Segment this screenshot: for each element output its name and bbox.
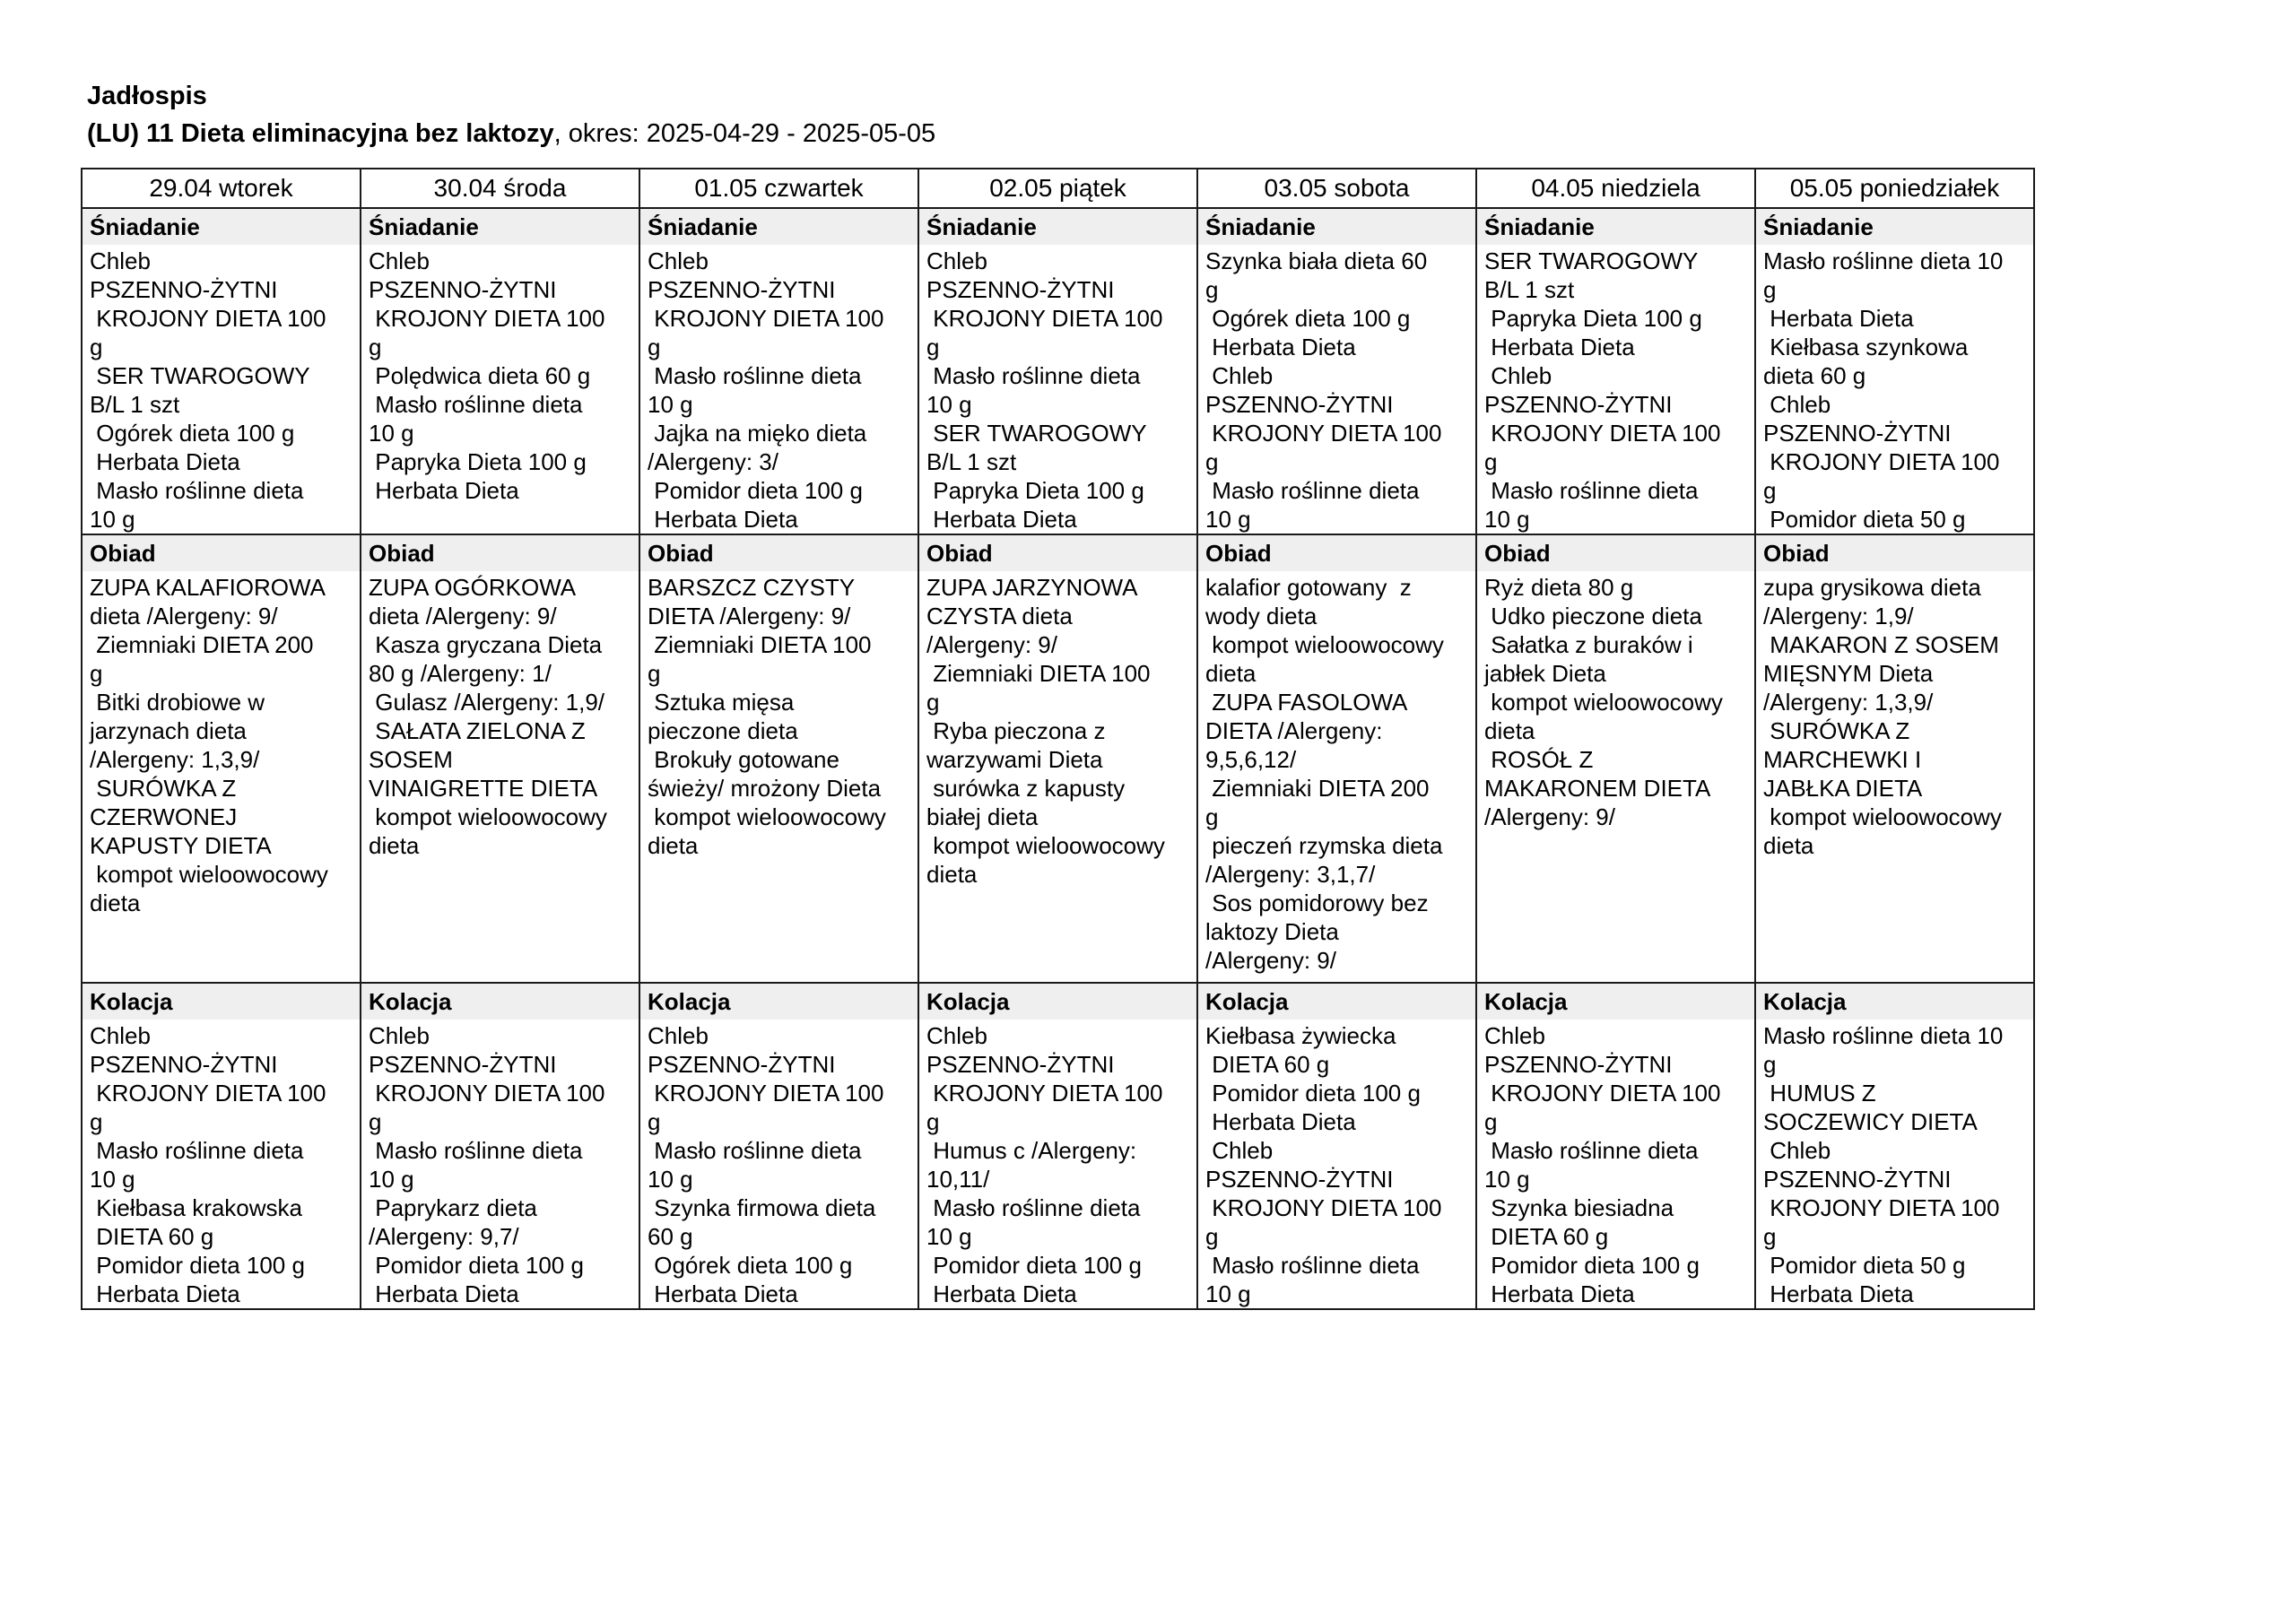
meal-items-text: Chleb PSZENNO-ŻYTNI KROJONY DIETA 100 g Masło roślinne dieta 10 g Jajka na mięko dieta /Alergeny: 3/ Pomidor dieta 100 g Herbata Dieta [648, 247, 884, 533]
period-label: , okres: 2025-04-29 - 2025-05-05 [553, 119, 936, 148]
meal-label: Obiad [1476, 534, 1755, 571]
meal-label: Śniadanie [361, 208, 639, 245]
meal-label: Obiad [639, 534, 918, 571]
meal-items-text: Masło roślinne dieta 10 g Herbata Dieta Kiełbasa szynkowa dieta 60 g Chleb PSZENNO-ŻYTNI KROJONY DIETA 100 g Pomidor dieta 50 g [1763, 247, 2004, 533]
meal-items-text: BARSZCZ CZYSTY DIETA /Alergeny: 9/ Ziemniaki DIETA 100 g Sztuka mięsa pieczone dieta Brokuły gotowane świeży/ mrożony Dieta kompot wieloowocowy dieta [648, 574, 886, 859]
meal-items-cell [1755, 1020, 2034, 1309]
meal-items-cell [82, 571, 361, 983]
meal-label: Obiad [82, 534, 361, 571]
meal-items-row-dinner [82, 1020, 2034, 1309]
meal-items-cell [639, 245, 918, 534]
meal-label: Śniadanie [918, 208, 1197, 245]
meal-label: Kolacja [639, 983, 918, 1020]
meal-items-text: zupa grysikowa dieta /Alergeny: 1,9/ MAKARON Z SOSEM MIĘSNYM Dieta /Alergeny: 1,3,9/ SURÓWKA Z MARCHEWKI I JABŁKA DIETA kompot wieloowocowy dieta [1763, 574, 2002, 859]
meal-items-text: Chleb PSZENNO-ŻYTNI KROJONY DIETA 100 g SER TWAROGOWY B/L 1 szt Ogórek dieta 100 g Herbata Dieta Masło roślinne dieta 10 g [90, 247, 326, 533]
meal-items-cell [639, 1020, 918, 1309]
meal-items-text: kalafior gotowany z wody dieta kompot wieloowocowy dieta ZUPA FASOLOWA DIETA /Alergeny: 9,5,6,12/ Ziemniaki DIETA 200 g pieczeń rzymska dieta /Alergeny: 3,1,7/ Sos pomidorowy bez laktozy Dieta /Alergeny: 9/ [1205, 574, 1444, 974]
day-header: 03.05 sobota [1197, 169, 1476, 208]
meal-items-cell [918, 245, 1197, 534]
diet-name: (LU) 11 Dieta eliminacyjna bez laktozy [87, 119, 554, 148]
meal-items-cell [1476, 245, 1755, 534]
day-header: 04.05 niedziela [1476, 169, 1755, 208]
meal-items-text: Ryż dieta 80 g Udko pieczone dieta Sałatka z buraków i jabłek Dieta kompot wieloowocowy dieta ROSÓŁ Z MAKARONEM DIETA /Alergeny: 9/ [1484, 574, 1723, 830]
meal-items-row-lunch [82, 571, 2034, 983]
meal-items-cell [1197, 245, 1476, 534]
meal-label: Kolacja [361, 983, 639, 1020]
meal-items-cell [361, 571, 639, 983]
document-subtitle [87, 117, 935, 151]
meal-header-row-lunch [82, 534, 2034, 571]
meal-items-text: Chleb PSZENNO-ŻYTNI KROJONY DIETA 100 g Masło roślinne dieta 10 g Szynka firmowa dieta 60 g Ogórek dieta 100 g Herbata Dieta [648, 1022, 884, 1307]
meal-items-text: Szynka biała dieta 60 g Ogórek dieta 100 g Herbata Dieta Chleb PSZENNO-ŻYTNI KROJONY DIETA 100 g Masło roślinne dieta 10 g [1205, 247, 1442, 533]
meal-items-row-breakfast [82, 245, 2034, 534]
meal-items-cell [1755, 571, 2034, 983]
meal-items-text: Chleb PSZENNO-ŻYTNI KROJONY DIETA 100 g Masło roślinne dieta 10 g Szynka biesiadna DIETA 60 g Pomidor dieta 100 g Herbata Dieta [1484, 1022, 1721, 1307]
meal-label: Obiad [1197, 534, 1476, 571]
meal-label: Kolacja [918, 983, 1197, 1020]
meal-label: Obiad [361, 534, 639, 571]
meal-label: Śniadanie [639, 208, 918, 245]
meal-items-text: ZUPA OGÓRKOWA dieta /Alergeny: 9/ Kasza gryczana Dieta 80 g /Alergeny: 1/ Gulasz /Alergeny: 1,9/ SAŁATA ZIELONA Z SOSEM VINAIGRETTE DIETA kompot wieloowocowy dieta [369, 574, 607, 859]
meal-label: Obiad [1755, 534, 2034, 571]
meal-items-cell [361, 245, 639, 534]
meal-items-cell [1476, 571, 1755, 983]
meal-items-cell [1476, 1020, 1755, 1309]
meal-label: Śniadanie [1197, 208, 1476, 245]
meal-items-text: Kiełbasa żywiecka DIETA 60 g Pomidor dieta 100 g Herbata Dieta Chleb PSZENNO-ŻYTNI KROJONY DIETA 100 g Masło roślinne dieta 10 g [1205, 1022, 1442, 1307]
day-header-row [82, 169, 2034, 208]
meal-label: Obiad [918, 534, 1197, 571]
meal-items-cell [82, 1020, 361, 1309]
meal-label: Śniadanie [1476, 208, 1755, 245]
meal-items-text: Chleb PSZENNO-ŻYTNI KROJONY DIETA 100 g Masło roślinne dieta 10 g Kiełbasa krakowska DIETA 60 g Pomidor dieta 100 g Herbata Dieta [90, 1022, 326, 1307]
meal-items-cell [918, 571, 1197, 983]
meal-items-cell [361, 1020, 639, 1309]
meal-label: Śniadanie [1755, 208, 2034, 245]
meal-label: Kolacja [1197, 983, 1476, 1020]
meal-items-text: Masło roślinne dieta 10 g HUMUS Z SOCZEWICY DIETA Chleb PSZENNO-ŻYTNI KROJONY DIETA 100 g Pomidor dieta 50 g Herbata Dieta [1763, 1022, 2004, 1307]
day-header: 02.05 piątek [918, 169, 1197, 208]
meal-label: Kolacja [1755, 983, 2034, 1020]
meal-items-text: Chleb PSZENNO-ŻYTNI KROJONY DIETA 100 g Masło roślinne dieta 10 g SER TWAROGOWY B/L 1 szt Papryka Dieta 100 g Herbata Dieta [926, 247, 1163, 533]
meal-items-cell [1197, 1020, 1476, 1309]
meal-items-text: Chleb PSZENNO-ŻYTNI KROJONY DIETA 100 g Masło roślinne dieta 10 g Paprykarz dieta /Alergeny: 9,7/ Pomidor dieta 100 g Herbata Dieta [369, 1022, 605, 1307]
meal-items-text: Chleb PSZENNO-ŻYTNI KROJONY DIETA 100 g Humus c /Alergeny: 10,11/ Masło roślinne dieta 10 g Pomidor dieta 100 g Herbata Dieta [926, 1022, 1163, 1307]
meal-items-text: SER TWAROGOWY B/L 1 szt Papryka Dieta 100 g Herbata Dieta Chleb PSZENNO-ŻYTNI KROJONY DIETA 100 g Masło roślinne dieta 10 g [1484, 247, 1721, 533]
menu-table [81, 168, 2035, 1310]
day-header: 05.05 poniedziałek [1755, 169, 2034, 208]
meal-label: Kolacja [1476, 983, 1755, 1020]
day-header: 01.05 czwartek [639, 169, 918, 208]
meal-items-text: ZUPA KALAFIOROWA dieta /Alergeny: 9/ Ziemniaki DIETA 200 g Bitki drobiowe w jarzynach dieta /Alergeny: 1,3,9/ SURÓWKA Z CZERWONEJ KAPUSTY DIETA kompot wieloowocowy dieta [90, 574, 328, 916]
meal-header-row-breakfast [82, 208, 2034, 245]
meal-items-cell [918, 1020, 1197, 1309]
meal-items-text: ZUPA JARZYNOWA CZYSTA dieta /Alergeny: 9/ Ziemniaki DIETA 100 g Ryba pieczona z warzywami Dieta surówka z kapusty białej dieta kompot wieloowocowy dieta [926, 574, 1165, 888]
meal-items-cell [1755, 245, 2034, 534]
meal-header-row-dinner [82, 983, 2034, 1020]
meal-items-text: Chleb PSZENNO-ŻYTNI KROJONY DIETA 100 g Polędwica dieta 60 g Masło roślinne dieta 10 g Papryka Dieta 100 g Herbata Dieta [369, 247, 605, 504]
meal-items-cell [1197, 571, 1476, 983]
meal-label: Kolacja [82, 983, 361, 1020]
document-title: Jadłospis [87, 82, 207, 110]
meal-items-cell [82, 245, 361, 534]
day-header: 30.04 środa [361, 169, 639, 208]
meal-label: Śniadanie [82, 208, 361, 245]
meal-items-cell [639, 571, 918, 983]
day-header: 29.04 wtorek [82, 169, 361, 208]
